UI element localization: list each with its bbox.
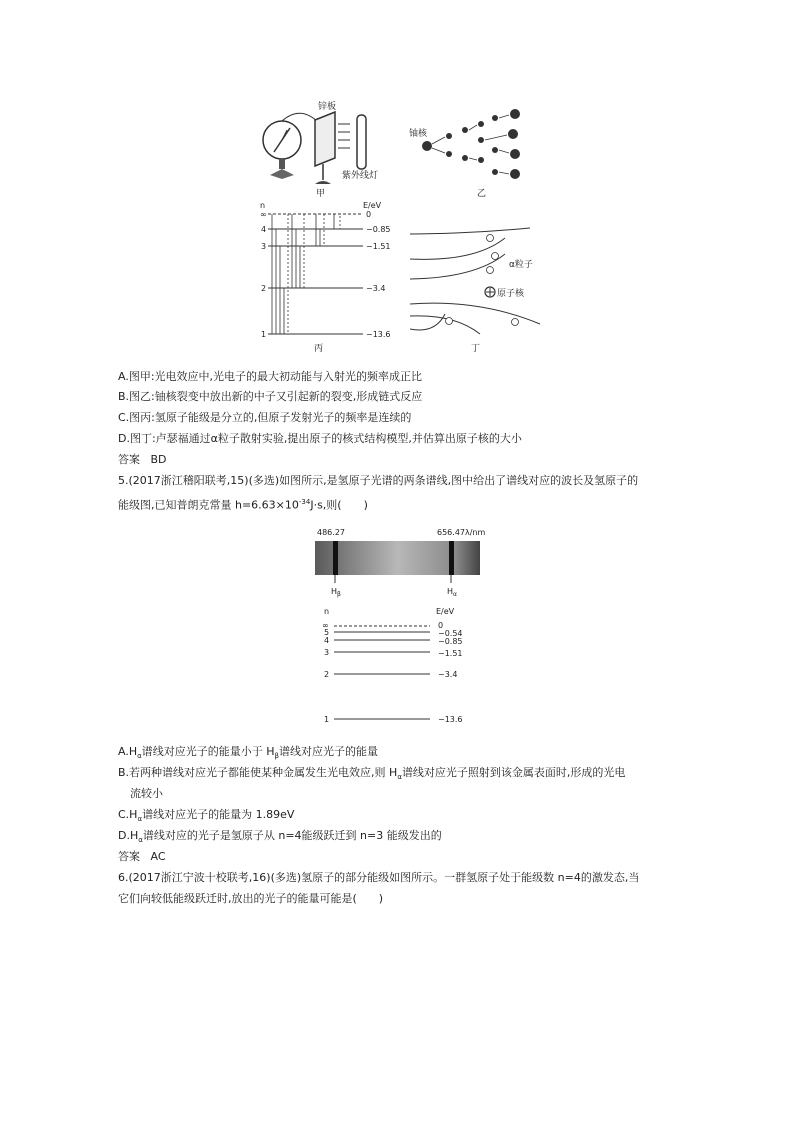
svg-text:0: 0 [366,210,372,219]
q5-option-a: $A.H_\alpha$谱线对应光子的能量小于 $H_\beta$谱线对应光子的能量 [118,745,378,761]
q5-option-b: B.若两种谱线对应光子都能使某种金属发生光电效应,则 $H_\alpha$谱线对应光子照射到该金属表面时,形成的光电 [118,766,626,782]
figure-jia [260,100,380,200]
q5-answer: 答案 AC [118,850,166,863]
svg-text:5: 5 [324,628,330,637]
svg-text:4: 4 [261,225,267,234]
figure-ding [405,204,545,354]
q4-answer: 答案 BD [118,453,167,466]
figure-bing [258,201,398,354]
q5-option-b-line2: 流较小 [130,787,163,800]
svg-text:n: n [324,607,330,616]
svg-text:4: 4 [324,636,330,645]
svg-text:n: n [260,201,266,210]
svg-text:Hα: $H_\alpha$ [447,587,457,598]
svg-text:1: 1 [261,330,267,339]
svg-text:2: 2 [324,670,330,679]
h-beta-line [333,541,338,575]
uv-lamp [357,115,366,169]
q5-option-d: $D.H_\alpha$谱线对应的光子是氢原子从 n=4能级跃迁到 n=3 能级发出的 [118,829,442,845]
svg-text:−13.6: −13.6 [366,330,391,339]
svg-text:Hβ: $H_\beta$ [331,587,341,598]
svg-text:−0.85: −0.85 [438,637,463,646]
label-uv: 紫外线灯 [342,171,379,181]
svg-text:−1.51: −1.51 [438,649,463,658]
q5-option-c: $C.H_\alpha$谱线对应光子的能量为 1.89eV [118,808,295,824]
q4-option-a: A.图甲:光电效应中,光电子的最大初动能与入射光的频率成正比 [118,370,423,383]
q4-option-b: B.图乙:铀核裂变中放出新的中子又引起新的裂变,形成链式反应 [118,390,423,403]
q5-spectrum [315,525,485,600]
caption-jia: 甲 [316,189,326,199]
q6-stem-line1: 6.(2017浙江宁波十校联考,16)(多选)氢原子的部分能级如图所示。一群氢原子处于能级数 n=4的激发态,当 [118,871,640,884]
svg-text:2: 2 [261,284,267,293]
h-alpha-line [449,541,454,575]
svg-text:E/eV: E/eV [436,607,455,616]
q5-energy-levels [318,608,478,728]
svg-text:∞: ∞ [322,621,329,630]
svg-text:−0.85: −0.85 [366,225,391,234]
svg-text:E/eV: E/eV [363,201,382,210]
caption-ding: 丁 [471,344,481,354]
wavelength-alpha: 656.47 [437,528,465,537]
svg-text:−13.6: −13.6 [438,715,463,724]
label-alpha: α粒子 [509,260,533,270]
svg-text:3: 3 [261,242,267,251]
caption-bing: 丙 [314,344,324,354]
svg-text:−3.4: −3.4 [366,284,386,293]
svg-text:1: 1 [324,715,330,724]
figure-yi [405,100,535,200]
label-zinc: 锌板 [318,102,337,112]
q4-option-c: C.图丙:氢原子能级是分立的,但原子发射光子的频率是连续的 [118,411,412,424]
zinc-plate [315,112,335,166]
wavelength-beta: 486.27 [317,528,345,537]
svg-text:−0.54: −0.54 [438,629,463,638]
svg-text:∞: ∞ [260,210,267,219]
svg-text:−1.51: −1.51 [366,242,391,251]
label-nucleus: 原子核 [497,289,525,299]
svg-text:3: 3 [324,648,330,657]
q5-stem-line2: 能级图,已知普朗克常量 $h=6.63\times 10^{-34}J\cdot s$,则( ) [118,498,368,512]
svg-text:−3.4: −3.4 [438,670,458,679]
q5-stem-line1: 5.(2017浙江稽阳联考,15)(多选)如图所示,是氢原子光谱的两条谱线,图中给出了谱线对应的波长及氢原子的 [118,474,639,487]
q4-option-d: D.图丁:卢瑟福通过α粒子散射实验,提出原子的核式结构模型,并估算出原子核的大小 [118,432,522,445]
q6-stem-line2: 它们向较低能级跃迁时,放出的光子的能量可能是( ) [118,892,384,905]
label-uranium: 铀核 [409,129,428,139]
wavelength-unit: λ/nm [465,528,486,537]
caption-yi: 乙 [477,189,487,199]
svg-text:0: 0 [438,621,444,630]
